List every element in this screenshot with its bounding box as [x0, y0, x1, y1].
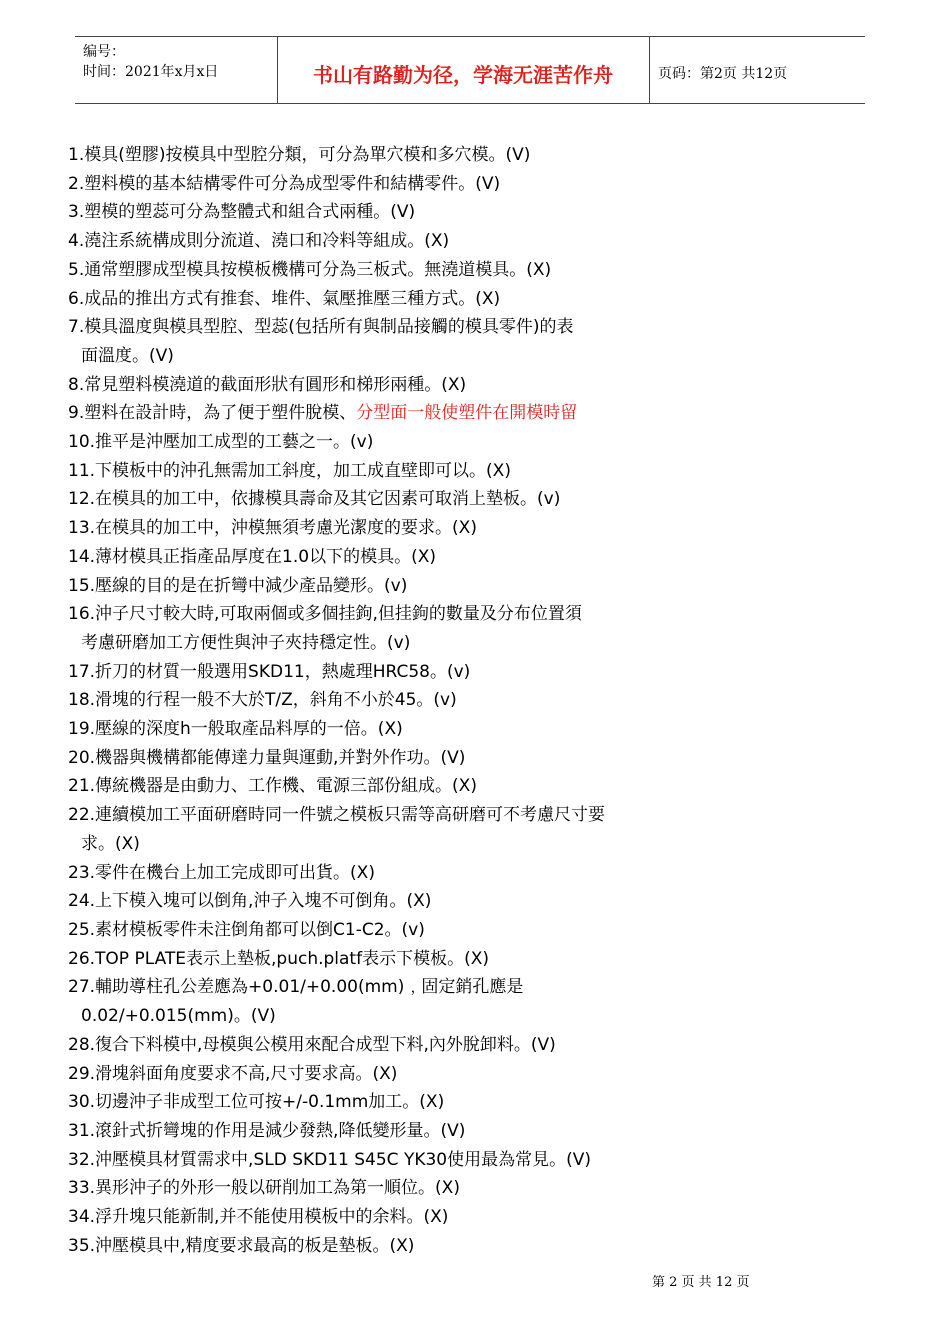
question-item: [68, 256, 768, 285]
question-text: 35.沖壓模具中,精度要求最高的板是墊板。(X): [68, 1235, 415, 1256]
question-text: 15.壓線的目的是在折彎中減少產品變形。(v): [68, 575, 408, 596]
motto-text: 书山有路勤为径，学海无涯苦作舟: [313, 63, 613, 87]
question-text: 9.塑料在設計時，為了便于塑件脫模、: [68, 403, 357, 424]
question-item: [68, 772, 768, 801]
question-text: 1.模具(塑膠)按模具中型腔分類，可分為單穴模和多穴模。(V): [68, 145, 531, 165]
question-text: 3.塑模的塑蕊可分為整體式和組合式兩種。(V): [68, 202, 416, 223]
question-item: [68, 399, 768, 428]
question-item: [68, 371, 768, 400]
question-text: 29.滑塊斜面角度要求不高,尺寸要求高。(X): [68, 1063, 398, 1084]
question-item: [68, 1174, 768, 1203]
question-text: 30.切邊沖子非成型工位可按+/-0.1mm加工。(X): [68, 1092, 445, 1113]
question-text: 19.壓線的深度h一般取產品料厚的一倍。(X): [68, 719, 403, 740]
header-page-label: 页码：第2页 共12页: [658, 66, 788, 82]
question-item: [68, 514, 768, 543]
question-text: 13.在模具的加工中，沖模無須考慮光潔度的要求。(X): [68, 518, 477, 539]
document-number-label: 编号：: [83, 44, 125, 60]
question-list: [68, 141, 768, 1260]
question-item: [68, 945, 768, 974]
question-item-continuation: [68, 830, 768, 859]
question-item: [68, 686, 768, 715]
question-item: [68, 141, 768, 170]
question-item: [68, 859, 768, 888]
question-item: [68, 744, 768, 773]
question-text: 17.折刀的材質一般選用SKD11，熱處理HRC58。(v): [68, 661, 471, 682]
question-text: 20.機器與機構都能傳達力量與運動,并對外作功。(V): [68, 747, 466, 768]
question-text: 求。(X): [81, 833, 140, 854]
question-item: [68, 1060, 768, 1089]
question-item: [68, 428, 768, 457]
question-item: [68, 1203, 768, 1232]
page-footer: 第 2 页 共 12 页: [652, 1275, 750, 1290]
question-text: 0.02/+0.015(mm)。(V): [81, 1006, 276, 1027]
question-text: 26.TOP PLATE表示上墊板,puch.platf表示下模板。(X): [68, 948, 489, 969]
question-item-continuation: [68, 1002, 768, 1031]
question-text: 12.在模具的加工中，依據模具壽命及其它因素可取消上墊板。(v): [68, 489, 561, 510]
question-item: [68, 485, 768, 514]
question-text: 24.上下模入塊可以倒角,沖子入塊不可倒角。(X): [68, 891, 432, 912]
question-item: [68, 227, 768, 256]
question-text: 考慮研磨加工方便性與沖子夾持穩定性。(v): [81, 632, 411, 653]
question-text: 25.素材模板零件未注倒角都可以倒C1-C2。(v): [68, 919, 425, 940]
document-header: [75, 36, 865, 104]
question-item: [68, 973, 768, 1002]
question-text: 21.傳統機器是由動力、工作機、電源三部份組成。(X): [68, 776, 477, 797]
question-text: 5.通常塑膠成型模具按模板機構可分為三板式。無澆道模具。(X): [68, 259, 552, 280]
question-text: 31.滾針式折彎塊的作用是減少發熱,降低變形量。(V): [68, 1120, 466, 1141]
question-item: [68, 572, 768, 601]
highlighted-text: 分型面一般使塑件在開模時留: [356, 403, 578, 424]
question-item: [68, 801, 768, 830]
question-item-continuation: [68, 342, 768, 371]
question-item: [68, 916, 768, 945]
question-item: [68, 198, 768, 227]
question-item: [68, 543, 768, 572]
question-item: [68, 1088, 768, 1117]
question-text: 18.滑塊的行程一般不大於T/Z，斜角不小於45。(v): [68, 690, 457, 711]
question-text: 33.異形沖子的外形一般以研削加工為第一順位。(X): [68, 1178, 460, 1199]
question-item-continuation: [68, 629, 768, 658]
question-text: 2.塑料模的基本結構零件可分為成型零件和結構零件。(V): [68, 173, 501, 194]
question-text: 11.下模板中的沖孔無需加工斜度，加工成直壁即可以。(X): [68, 460, 511, 481]
question-item: [68, 1031, 768, 1060]
question-item: [68, 1232, 768, 1261]
question-text: 10.推平是沖壓加工成型的工藝之一。(v): [68, 432, 374, 453]
header-info-cell: [75, 37, 278, 103]
question-text: 7.模具溫度與模具型腔、型蕊(包括所有與制品接觸的模具零件)的表: [68, 317, 574, 338]
question-text: 6.成品的推出方式有推套、堆件、氣壓推壓三種方式。(X): [68, 288, 501, 309]
question-item: [68, 170, 768, 199]
question-text: 23.零件在機台上加工完成即可出貨。(X): [68, 862, 375, 883]
question-item: [68, 600, 768, 629]
document-time-label: 时间：2021年x月x日: [83, 64, 219, 80]
question-item: [68, 1117, 768, 1146]
question-text: 14.薄材模具正指產品厚度在1.0以下的模具。(X): [68, 546, 436, 567]
question-text: 4.澆注系統構成則分流道、澆口和冷料等組成。(X): [68, 231, 450, 252]
question-item: [68, 285, 768, 314]
header-motto-cell: [277, 37, 650, 103]
question-text: 32.沖壓模具材質需求中,SLD SKD11 S45C YK30使用最為常見。(V): [68, 1149, 592, 1170]
question-text: 16.沖子尺寸較大時,可取兩個或多個挂鉤,但挂鉤的數量及分布位置須: [68, 604, 582, 625]
question-text: 面溫度。(V): [81, 345, 174, 366]
question-item: [68, 1146, 768, 1175]
question-text: 28.復合下料模中,母模與公模用來配合成型下料,內外脫卸料。(V): [68, 1034, 556, 1055]
question-item: [68, 887, 768, 916]
question-text: 22.連續模加工平面研磨時同一件號之模板只需等高研磨可不考慮尺寸要: [68, 805, 606, 826]
question-text: 27.輔助導柱孔公差應為+0.01/+0.00(mm)﹐固定銷孔應是: [68, 977, 524, 998]
question-item: [68, 313, 768, 342]
question-item: [68, 715, 768, 744]
question-text: 34.浮升塊只能新制,并不能使用模板中的余料。(X): [68, 1207, 449, 1228]
question-item: [68, 658, 768, 687]
question-text: 8.常見塑料模澆道的截面形狀有圓形和梯形兩種。(X): [68, 374, 467, 395]
header-page-cell: [650, 37, 865, 103]
question-item: [68, 457, 768, 486]
